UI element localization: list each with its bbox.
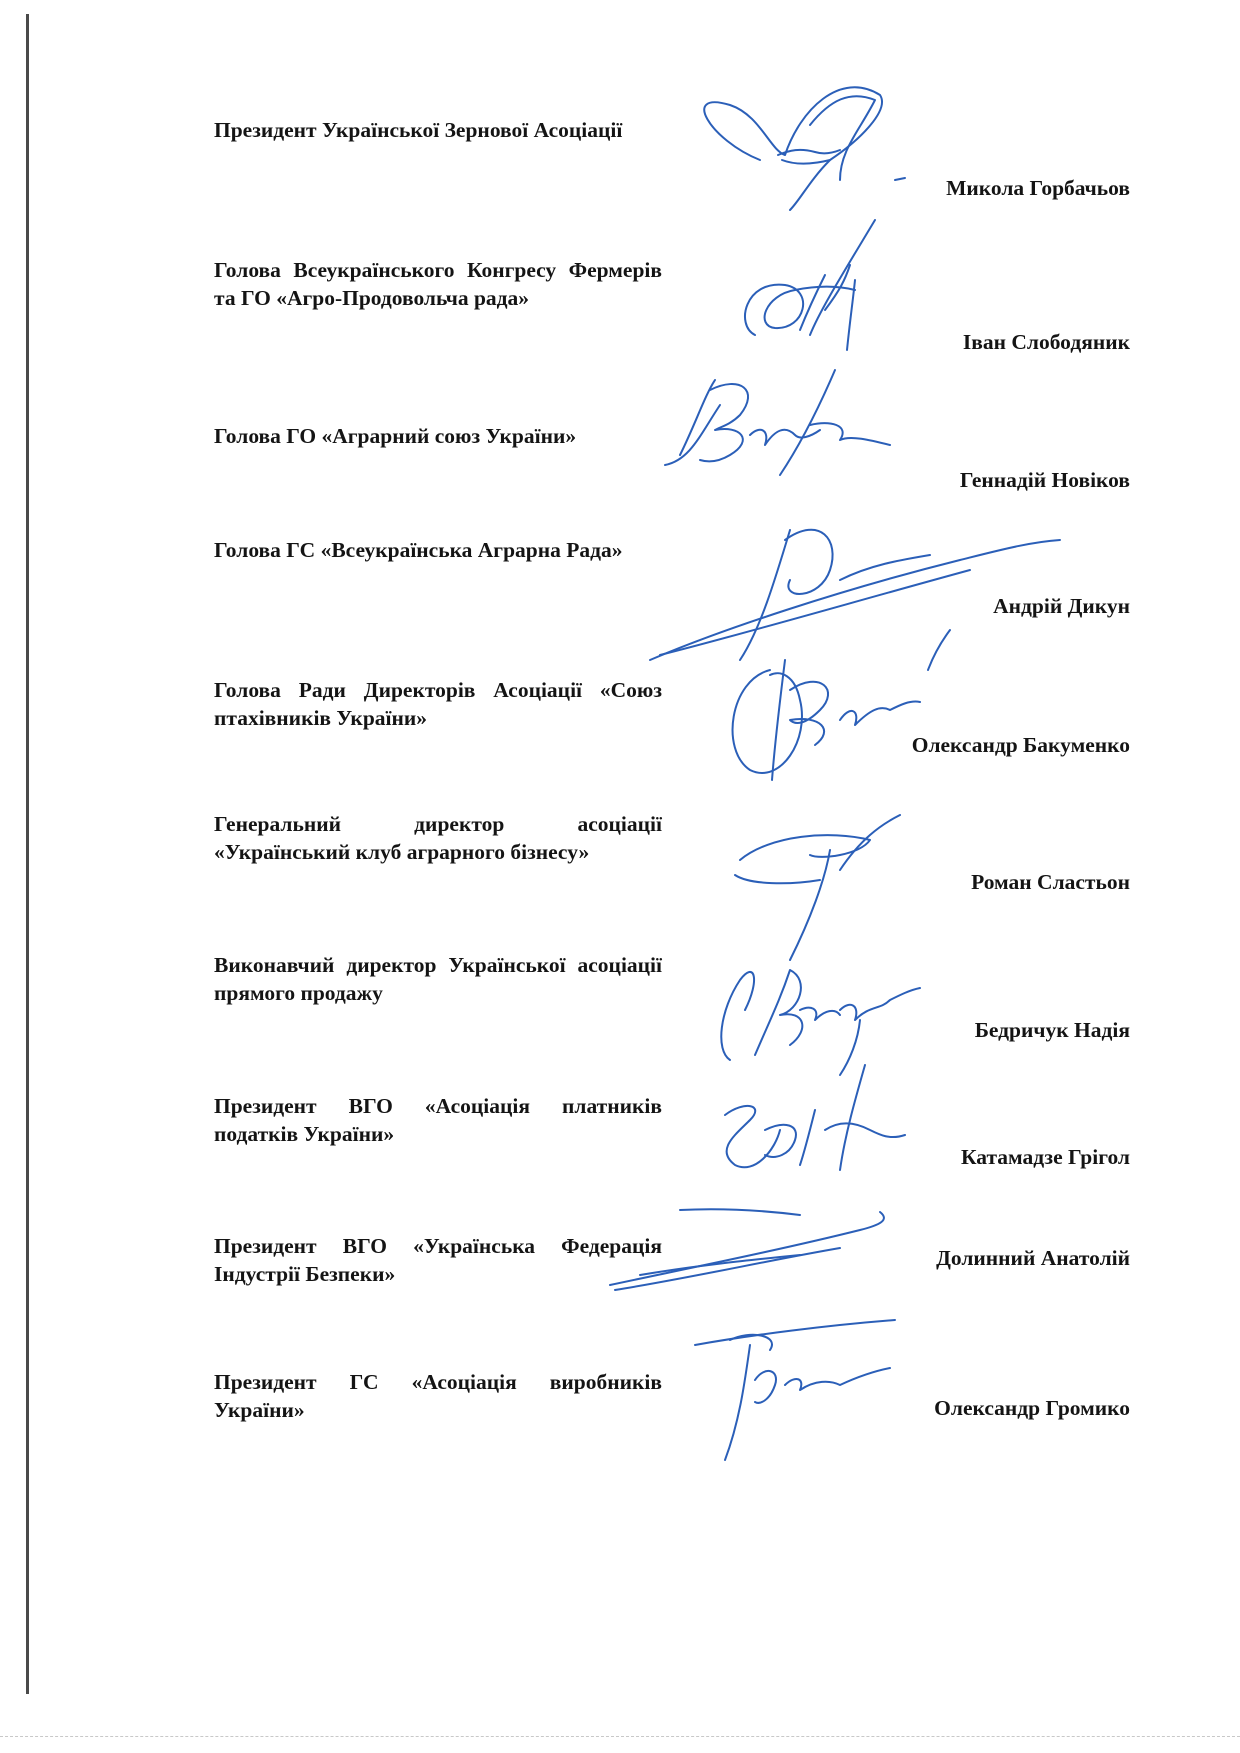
signatory-9-name: Долинний Анатолій — [936, 1246, 1130, 1270]
signatory-8-signature — [705, 1060, 935, 1180]
signatory-3-position: Голова ГО «Аграрний союз України» — [214, 424, 577, 448]
signatory-6-position: Генеральний директор асоціації «Український клуб аграрного бізнесу» — [214, 812, 662, 864]
signatory-10-name: Олександр Громико — [934, 1396, 1130, 1420]
signatory-8-name: Катамадзе Грігол — [960, 1145, 1130, 1169]
signatory-6-signature — [730, 810, 930, 970]
signatory-3-signature — [660, 365, 910, 495]
signatory-3-name: Геннадій Новіков — [959, 468, 1130, 492]
signatory-9-position: Президент ВГО «Українська Федерація Індустрії Безпеки» — [214, 1234, 662, 1286]
signatory-1-position: Президент Української Зернової Асоціації — [214, 118, 623, 142]
signatory-7-name: Бедричук Надія — [974, 1018, 1130, 1042]
signatory-5-signature — [710, 630, 940, 790]
signatory-6-name: Роман Сластьон — [971, 870, 1130, 894]
signatory-5-name: Олександр Бакуменко — [911, 733, 1130, 757]
signatory-1-name: Микола Горбачьов — [946, 176, 1130, 200]
signatory-10-signature — [690, 1310, 920, 1470]
signatory-8-position: Президент ВГО «Асоціація платників податків України» — [214, 1094, 662, 1146]
signatory-2-name: Іван Слободяник — [962, 330, 1130, 354]
signatory-2-signature — [725, 210, 925, 360]
scan-left-edge — [26, 14, 29, 1694]
signatory-7-position: Виконавчий директор Української асоціації прямого продажу — [214, 953, 662, 1005]
signatory-5-position: Голова Ради Директорів Асоціації «Союз птахівників України» — [214, 678, 662, 730]
signatory-2-position: Голова Всеукраїнського Конгресу Фермерів та ГО «Агро-Продовольча рада» — [214, 258, 662, 310]
signatory-4-name: Андрій Дикун — [993, 594, 1130, 618]
signatory-4-position: Голова ГС «Всеукраїнська Аграрна Рада» — [214, 538, 623, 562]
signatory-9-signature — [600, 1200, 900, 1300]
scan-bottom-edge — [0, 1736, 1240, 1737]
signatory-1-signature — [690, 70, 930, 220]
signatory-10-position: Президент ГС «Асоціація виробників України» — [214, 1370, 662, 1422]
